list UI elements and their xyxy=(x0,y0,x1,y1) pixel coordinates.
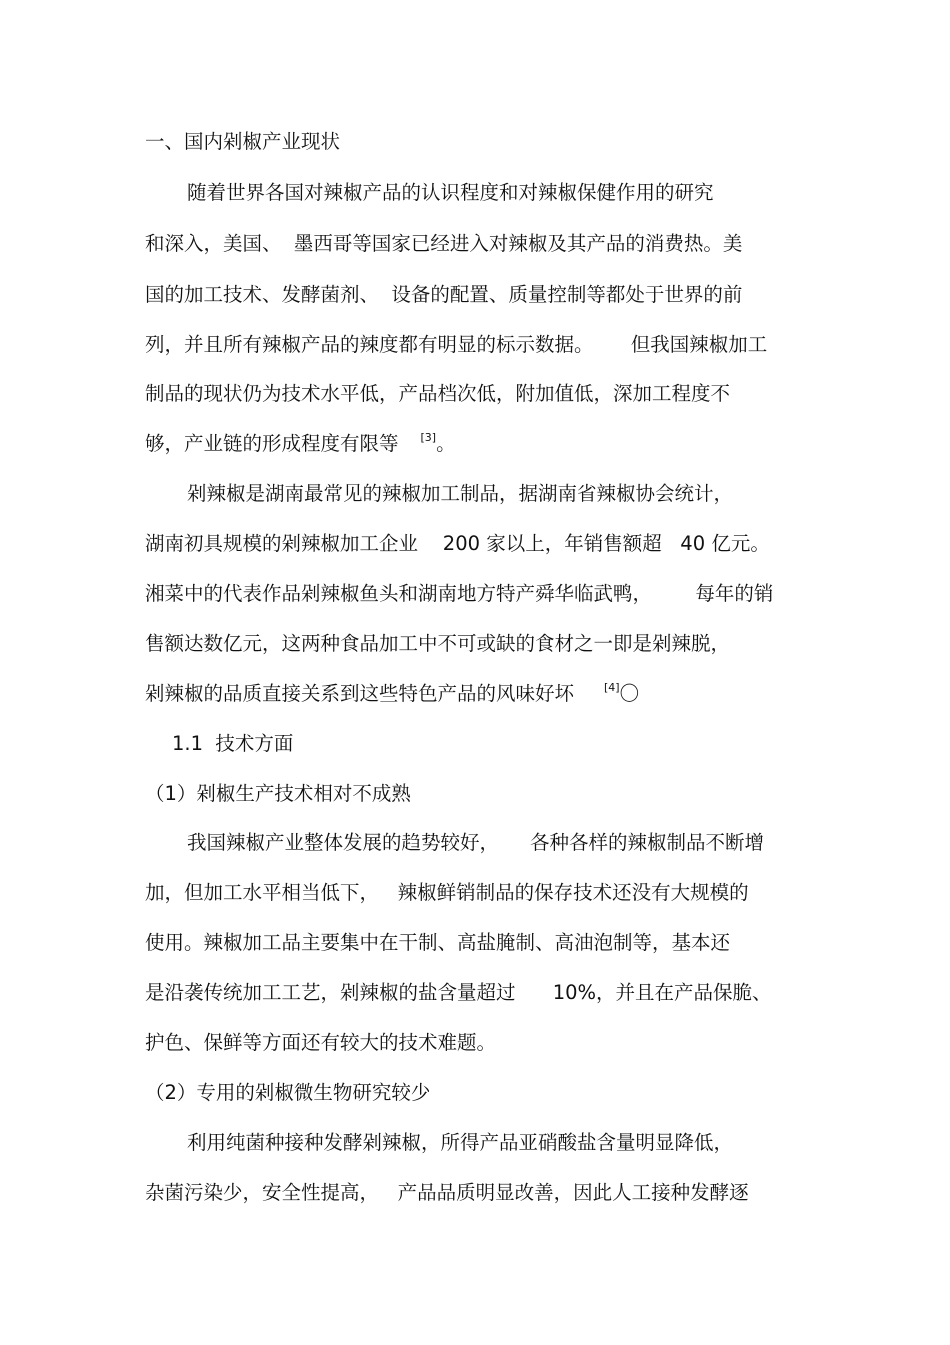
paragraph-1-line-6-end: 。 xyxy=(436,432,456,455)
paragraph-4-line-2: 杂菌污染少，安全性提高， 产品品质明显改善，因此人工接种发酵逐 xyxy=(145,1181,749,1204)
paragraph-1-line-6 xyxy=(145,432,456,459)
subsection-heading-1-1: 1.1 技术方面 xyxy=(172,732,294,755)
paragraph-1-line-6-text: 够，产业链的形成程度有限等 xyxy=(145,432,399,455)
paragraph-2-line-1: 剁辣椒是湖南最常见的辣椒加工制品，据湖南省辣椒协会统计， xyxy=(187,482,734,505)
paragraph-3-line-5: 护色、保鲜等方面还有较大的技术难题。 xyxy=(145,1031,497,1054)
paragraph-1-line-5: 制品的现状仍为技术水平低，产品档次低，附加值低，深加工程度不 xyxy=(145,382,731,405)
paragraph-2-line-5-text: 剁辣椒的品质直接关系到这些特色产品的风味好坏 xyxy=(145,682,575,705)
citation-3: [3] xyxy=(420,431,437,444)
paragraph-3-line-3: 使用。辣椒加工品主要集中在干制、高盐腌制、高油泡制等，基本还 xyxy=(145,931,731,954)
paragraph-4-line-1: 利用纯菌种接种发酵剁辣椒，所得产品亚硝酸盐含量明显降低， xyxy=(187,1131,734,1154)
paragraph-1-line-1: 随着世界各国对辣椒产品的认识程度和对辣椒保健作用的研究 xyxy=(187,181,714,204)
paragraph-3-line-1: 我国辣椒产业整体发展的趋势较好， 各种各样的辣椒制品不断增 xyxy=(187,831,764,854)
paragraph-1-line-4: 列，并且所有辣椒产品的辣度都有明显的标示数据。 但我国辣椒加工 xyxy=(145,333,768,356)
paragraph-2-line-4: 售额达数亿元，这两种食品加工中不可或缺的食材之一即是剁辣脱， xyxy=(145,632,731,655)
paragraph-2-line-5 xyxy=(145,682,639,709)
paragraph-2-line-3: 湘菜中的代表作品剁辣椒鱼头和湖南地方特产舜华临武鸭， 每年的销 xyxy=(145,582,774,605)
paragraph-3-line-2: 加，但加工水平相当低下， 辣椒鲜销制品的保存技术还没有大规模的 xyxy=(145,881,749,904)
item-heading-1: （1）剁椒生产技术相对不成熟 xyxy=(145,782,411,805)
paragraph-2-line-5-end: 〇 xyxy=(619,682,640,705)
item-heading-2: （2）专用的剁椒微生物研究较少 xyxy=(145,1081,431,1104)
citation-4: [4] xyxy=(604,681,620,694)
paragraph-1-line-3: 国的加工技术、发酵菌剂、 设备的配置、质量控制等都处于世界的前 xyxy=(145,283,743,306)
paragraph-1-line-2: 和深入，美国、 墨西哥等国家已经进入对辣椒及其产品的消费热。美 xyxy=(145,232,743,255)
paragraph-2-line-2: 湖南初具规模的剁辣椒加工企业 200 家以上，年销售额超 40 亿元。 xyxy=(145,532,770,555)
section-heading: 一、国内剁椒产业现状 xyxy=(145,130,341,153)
paragraph-3-line-4: 是沿袭传统加工工艺，剁辣椒的盐含量超过 10%，并且在产品保脆、 xyxy=(145,981,772,1004)
